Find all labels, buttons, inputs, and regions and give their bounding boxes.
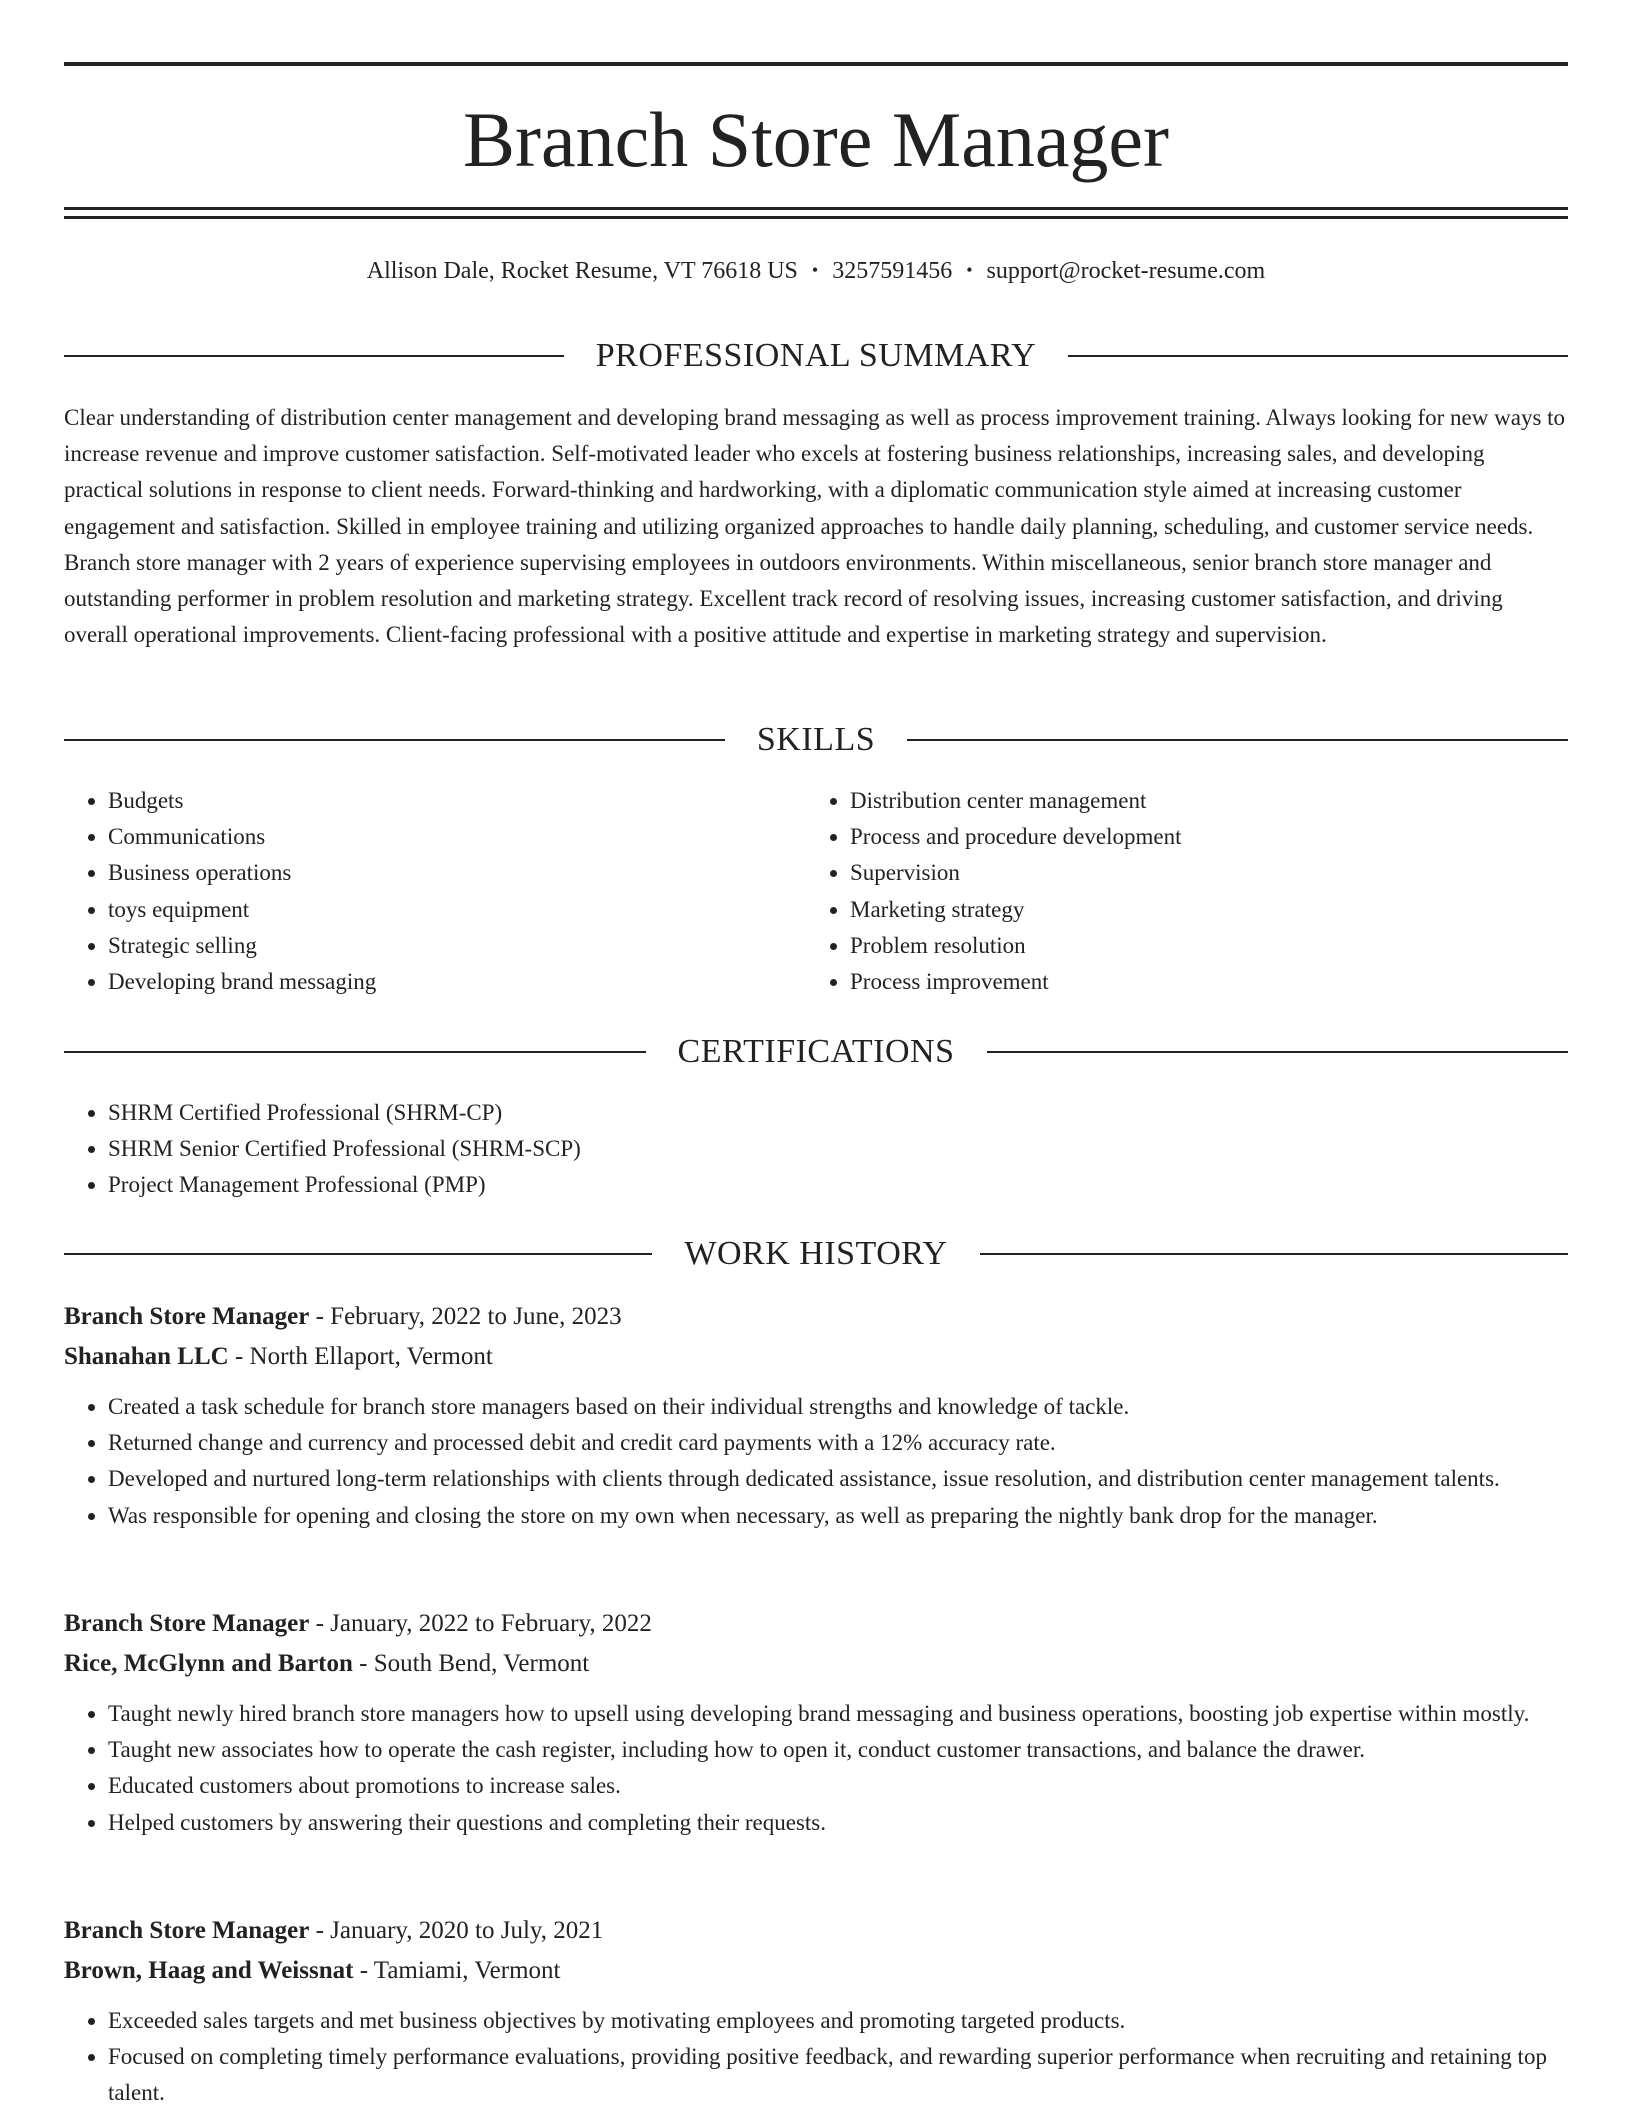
header-top-rule bbox=[64, 62, 1568, 66]
certifications-section-header bbox=[64, 1030, 1568, 1074]
job-company-line bbox=[64, 1951, 1568, 1991]
skill-item: • Business operations bbox=[108, 855, 784, 891]
skills-section-header bbox=[64, 718, 1568, 762]
job-bullet: • Created a task schedule for branch store managers based on their individual strengths and knowledge of tackle. bbox=[108, 1389, 1568, 1425]
job-bullets bbox=[64, 1696, 1568, 1841]
contact-line bbox=[64, 252, 1568, 289]
summary-section-title: PROFESSIONAL SUMMARY bbox=[595, 337, 1037, 374]
job-bullet: • Returned change and currency and processed debit and credit card payments with a 12% accuracy rate. bbox=[108, 1425, 1568, 1461]
job-title-line bbox=[64, 1604, 1568, 1644]
certification-item: • Project Management Professional (PMP) bbox=[108, 1167, 1568, 1203]
skill-item: • Developing brand messaging bbox=[108, 964, 784, 1000]
section-rule-right bbox=[907, 739, 1568, 741]
skill-item: • Strategic selling bbox=[108, 928, 784, 964]
job-bullets bbox=[64, 2003, 1568, 2112]
job-bullets bbox=[64, 1389, 1568, 1534]
skill-item: • Process improvement bbox=[850, 964, 1526, 1000]
section-rule-right bbox=[987, 1051, 1569, 1053]
section-rule-left bbox=[64, 1051, 646, 1053]
job-bullet: • Helped customers by answering their questions and completing their requests. bbox=[108, 1805, 1568, 1841]
job-bullet: • Taught newly hired branch store managers how to upsell using developing brand messaging and business operations, boosting job expertise within mostly. bbox=[108, 1696, 1568, 1732]
skill-item: • Communications bbox=[108, 819, 784, 855]
job-location: - North Ellaport, Vermont bbox=[228, 1343, 493, 1370]
job-bullet: • Taught new associates how to operate the cash register, including how to open it, conduct customer transactions, and balance the drawer. bbox=[108, 1732, 1568, 1768]
section-rule-left bbox=[64, 1253, 652, 1255]
job-dates: - January, 2020 to July, 2021 bbox=[309, 1917, 604, 1944]
skill-item: • Budgets bbox=[108, 783, 784, 819]
skills-list-left bbox=[64, 783, 784, 1000]
contact-separator: • bbox=[966, 260, 973, 280]
skill-item: • Marketing strategy bbox=[850, 892, 1526, 928]
skills-list-right bbox=[806, 783, 1526, 1000]
section-rule-left bbox=[64, 739, 725, 741]
job-location: - South Bend, Vermont bbox=[352, 1650, 590, 1677]
section-rule-left bbox=[64, 355, 564, 357]
skill-item: • Problem resolution bbox=[850, 928, 1526, 964]
job-company: Rice, McGlynn and Barton bbox=[64, 1650, 353, 1677]
skill-item: • Process and procedure development bbox=[850, 819, 1526, 855]
job-company: Shanahan LLC bbox=[64, 1343, 229, 1370]
section-rule-right bbox=[1068, 355, 1568, 357]
skills-section-title: SKILLS bbox=[756, 721, 876, 758]
certifications-list bbox=[64, 1095, 1568, 1204]
certifications-section-title: CERTIFICATIONS bbox=[677, 1033, 955, 1070]
job-bullet: • Developed and nurtured long-term relationships with clients through dedicated assistance, issue resolution, and distribution center management talents. bbox=[108, 1461, 1568, 1497]
job-company-line bbox=[64, 1337, 1568, 1377]
job-title: Branch Store Manager bbox=[64, 1303, 310, 1330]
skills-column-left bbox=[64, 783, 784, 1000]
job-entry bbox=[64, 1911, 1568, 2112]
job-dates: - January, 2022 to February, 2022 bbox=[309, 1610, 652, 1637]
work-section-header bbox=[64, 1232, 1568, 1276]
summary-text: Clear understanding of distribution center management and developing brand messaging as well as process improvement training. Always looking for new ways to increase revenue and improve customer satisfaction. Self-motivated leader who excels at fostering business relationships, increasing sales, and developing practical solutions in response to client needs. Forward-thinking and hardworking, with a diplomatic communication style aimed at increasing customer engagement and satisfaction. Skilled in employee training and utilizing organized approaches to handle daily planning, scheduling, and customer service needs. Branch store manager with 2 years of experience supervising employees in outdoors environments. Within miscellaneous, senior branch store manager and outstanding performer in problem resolution and marketing strategy. Excellent track record of resolving issues, increasing customer satisfaction, and driving overall operational improvements. Client-facing professional with a positive attitude and expertise in marketing strategy and supervision. bbox=[64, 405, 1566, 648]
job-title: Branch Store Manager bbox=[64, 1610, 310, 1637]
work-section-title: WORK HISTORY bbox=[684, 1235, 948, 1272]
certification-item: • SHRM Certified Professional (SHRM-CP) bbox=[108, 1095, 1568, 1131]
job-bullet: • Was responsible for opening and closing the store on my own when necessary, as well as preparing the nightly bank drop for the manager. bbox=[108, 1498, 1568, 1534]
contact-address: Allison Dale, Rocket Resume, VT 76618 US bbox=[366, 258, 798, 284]
job-dates: - February, 2022 to June, 2023 bbox=[309, 1303, 622, 1330]
job-bullet: • Exceeded sales targets and met business objectives by motivating employees and promoting targeted products. bbox=[108, 2003, 1568, 2039]
job-title-line bbox=[64, 1911, 1568, 1951]
skills-column-right bbox=[806, 783, 1526, 1000]
page-title: Branch Store Manager bbox=[462, 96, 1170, 183]
job-bullet: • Focused on completing timely performance evaluations, providing positive feedback, and rewarding superior performance when recruiting and retaining top talent. bbox=[108, 2039, 1568, 2111]
certification-item: • SHRM Senior Certified Professional (SHRM-SCP) bbox=[108, 1131, 1568, 1167]
job-company: Brown, Haag and Weissnat bbox=[64, 1957, 354, 1984]
summary-section-header bbox=[64, 334, 1568, 378]
section-rule-right bbox=[980, 1253, 1568, 1255]
job-entry bbox=[64, 1297, 1568, 1534]
job-location: - Tamiami, Vermont bbox=[353, 1957, 561, 1984]
job-title: Branch Store Manager bbox=[64, 1917, 310, 1944]
job-company-line bbox=[64, 1644, 1568, 1684]
contact-phone: 3257591456 bbox=[832, 258, 953, 284]
skill-item: • toys equipment bbox=[108, 892, 784, 928]
contact-email: support@rocket-resume.com bbox=[986, 258, 1266, 284]
skill-item: • Distribution center management bbox=[850, 783, 1526, 819]
job-bullet: • Educated customers about promotions to increase sales. bbox=[108, 1768, 1568, 1804]
job-title-line bbox=[64, 1297, 1568, 1337]
certifications-block bbox=[64, 1095, 1568, 1204]
contact-separator: • bbox=[811, 260, 819, 280]
header-double-rule-upper bbox=[64, 207, 1568, 210]
skill-item: • Supervision bbox=[850, 855, 1526, 891]
job-entry bbox=[64, 1604, 1568, 1841]
header-double-rule-lower bbox=[64, 216, 1568, 219]
